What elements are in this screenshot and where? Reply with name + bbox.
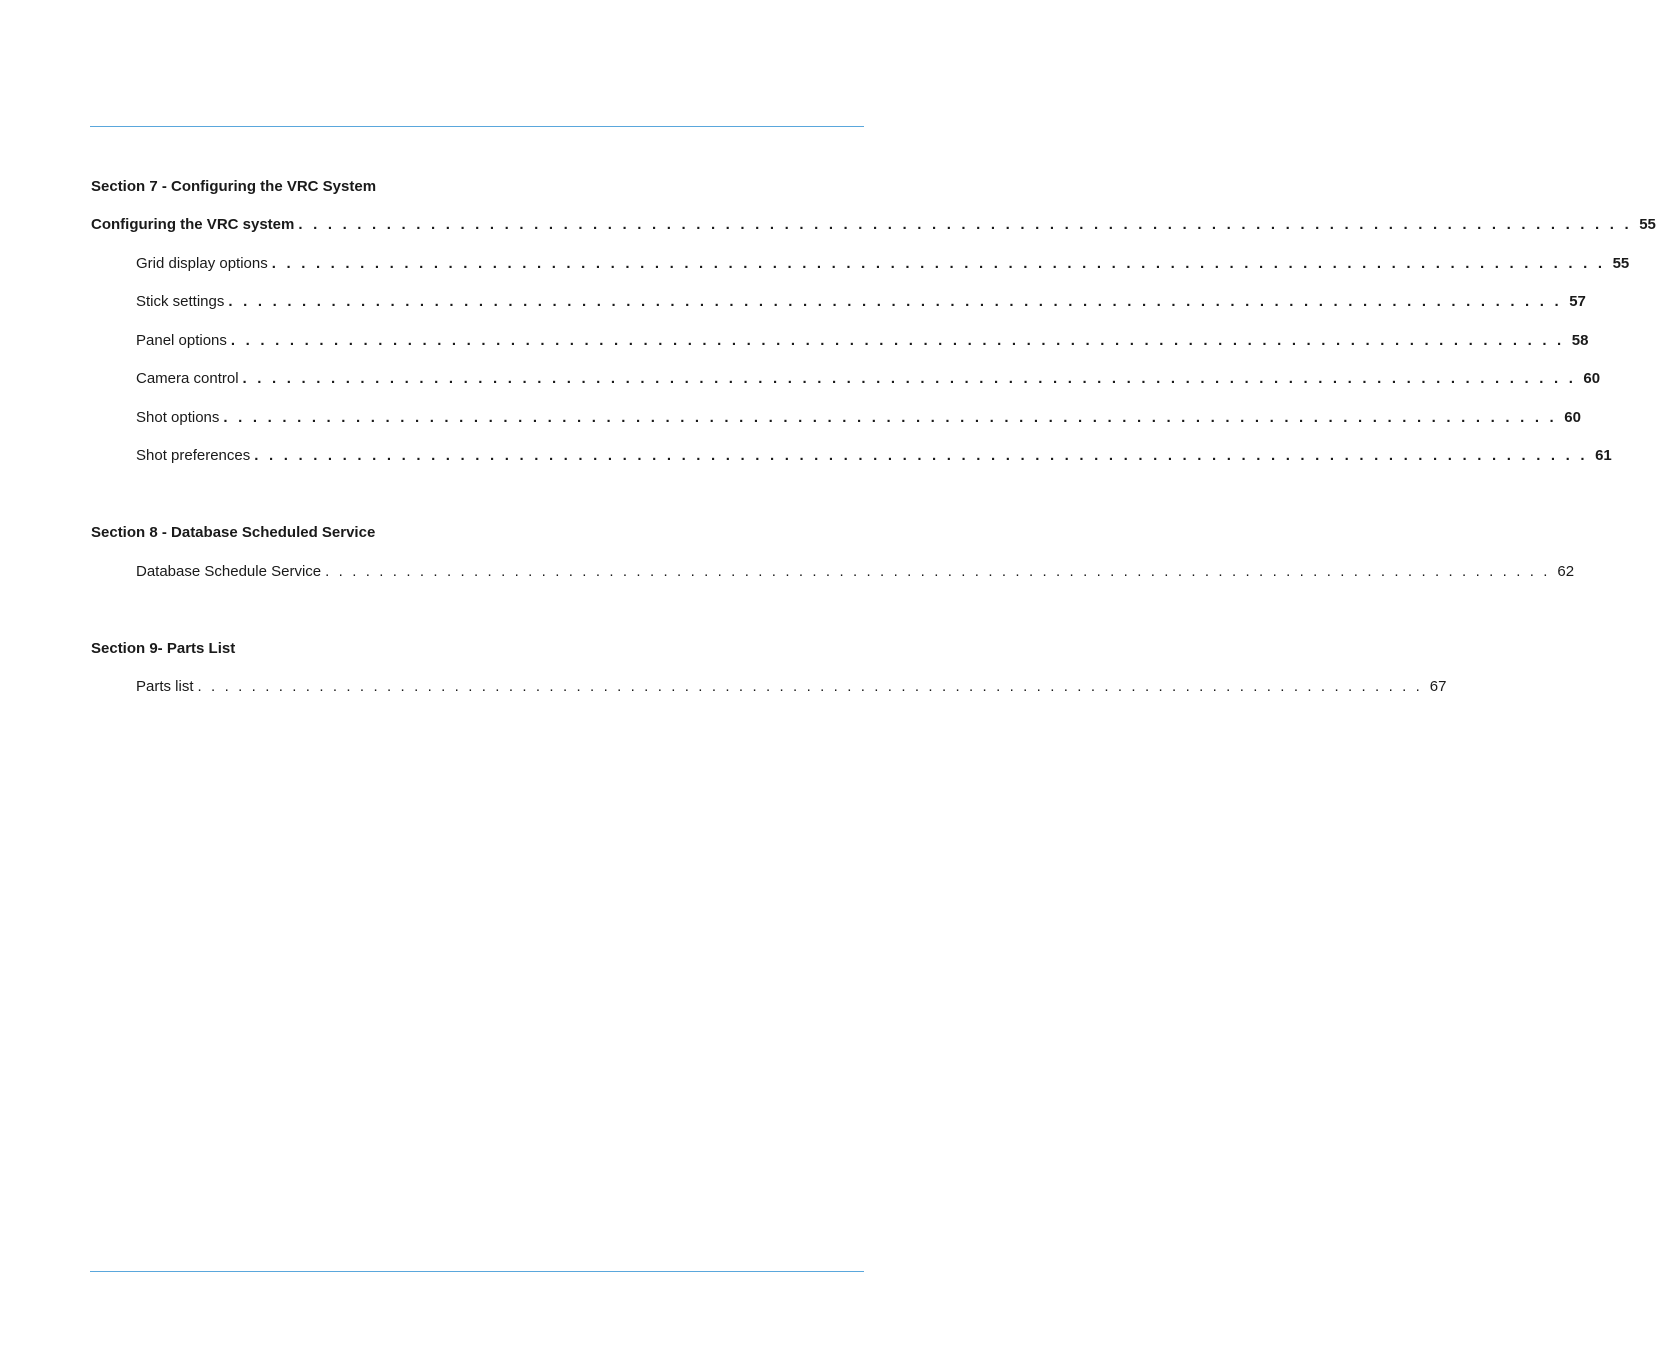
toc-entry-page: 60 (1564, 409, 1581, 426)
toc-entry-page: 61 (1595, 447, 1612, 464)
toc-entry-label: Parts list (136, 678, 194, 695)
dot-leader: . . . . . . . . . . . . . . . . . . . . . . . . . . . . . . . . . . . . . . . . . . . . . . . . . . . . . . . . . . . . . . . . . . . . . . . . . . . . . . . . . . . . . . . . . . . (197, 678, 1423, 695)
header-rule (90, 126, 864, 127)
toc-entry-shot-options[interactable] (136, 409, 1581, 427)
toc-entry-configuring-vrc-system[interactable] (91, 216, 1656, 234)
toc-entry-label: Shot preferences (136, 447, 251, 464)
dot-leader: . . . . . . . . . . . . . . . . . . . . . . . . . . . . . . . . . . . . . . . . . . . . . . . . . . . . . . . . . . . . . . . . . . . . . . . . . . . . . . . . . . . . . . . . . . . (242, 370, 1577, 387)
toc-entry-grid-display-options[interactable] (136, 255, 1630, 273)
dot-leader: . . . . . . . . . . . . . . . . . . . . . . . . . . . . . . . . . . . . . . . . . . . . . . . . . . . . . . . . . . . . . . . . . . . . . . . . . . . . . . . . . . . . . . . . . . . (223, 409, 1557, 426)
toc-entry-panel-options[interactable] (136, 332, 1589, 350)
toc-entry-page: 60 (1583, 370, 1601, 387)
toc-entry-page: 67 (1429, 678, 1447, 695)
toc-entry-stick-settings[interactable] (136, 293, 1586, 311)
toc-entry-page: 55 (1639, 216, 1656, 233)
section-8-heading: Section 8 - Database Scheduled Service (91, 524, 376, 541)
toc-entry-label: Stick settings (136, 293, 225, 310)
toc-entry-page: 62 (1557, 563, 1575, 580)
toc-entry-page: 55 (1612, 255, 1630, 272)
toc-entry-label: Camera control (136, 370, 239, 387)
dot-leader: . . . . . . . . . . . . . . . . . . . . . . . . . . . . . . . . . . . . . . . . . . . . . . . . . . . . . . . . . . . . . . . . . . . . . . . . . . . . . . . . . . . . . . . . . . . (271, 255, 1606, 272)
toc-entry-label: Database Schedule Service (136, 563, 322, 580)
dot-leader: . . . . . . . . . . . . . . . . . . . . . . . . . . . . . . . . . . . . . . . . . . . . . . . . . . . . . . . . . . . . . . . . . . . . . . . . . . . . . . . . . . . . . . . . . . . (230, 332, 1565, 349)
dot-leader: . . . . . . . . . . . . . . . . . . . . . . . . . . . . . . . . . . . . . . . . . . . . . . . . . . . . . . . . . . . . . . . . . . . . . . . . . . . . . . . . . . . . . . . . . . . (228, 293, 1562, 310)
toc-entry-page: 58 (1571, 332, 1589, 349)
toc-entry-label: Shot options (136, 409, 220, 426)
section-7-heading: Section 7 - Configuring the VRC System (91, 178, 377, 195)
dot-leader: . . . . . . . . . . . . . . . . . . . . . . . . . . . . . . . . . . . . . . . . . . . . . . . . . . . . . . . . . . . . . . . . . . . . . . . . . . . . . . . . . . . . . . . . . . . (298, 216, 1632, 233)
toc-entry-shot-preferences[interactable] (136, 447, 1612, 465)
toc-entry-page: 57 (1569, 293, 1586, 310)
toc-entry-database-schedule-service[interactable] (136, 563, 1575, 581)
toc-entry-label: Grid display options (136, 255, 268, 272)
toc-entry-camera-control[interactable] (136, 370, 1601, 388)
footer-rule (90, 1271, 864, 1272)
toc-entry-label: Configuring the VRC system (91, 216, 295, 233)
dot-leader: . . . . . . . . . . . . . . . . . . . . . . . . . . . . . . . . . . . . . . . . . . . . . . . . . . . . . . . . . . . . . . . . . . . . . . . . . . . . . . . . . . . . . . . . . . . (325, 563, 1551, 580)
toc-entry-label: Panel options (136, 332, 227, 349)
toc-entry-parts-list[interactable] (136, 678, 1447, 696)
section-9-heading: Section 9- Parts List (91, 640, 236, 657)
dot-leader: . . . . . . . . . . . . . . . . . . . . . . . . . . . . . . . . . . . . . . . . . . . . . . . . . . . . . . . . . . . . . . . . . . . . . . . . . . . . . . . . . . . . . . . . . . . (254, 447, 1588, 464)
